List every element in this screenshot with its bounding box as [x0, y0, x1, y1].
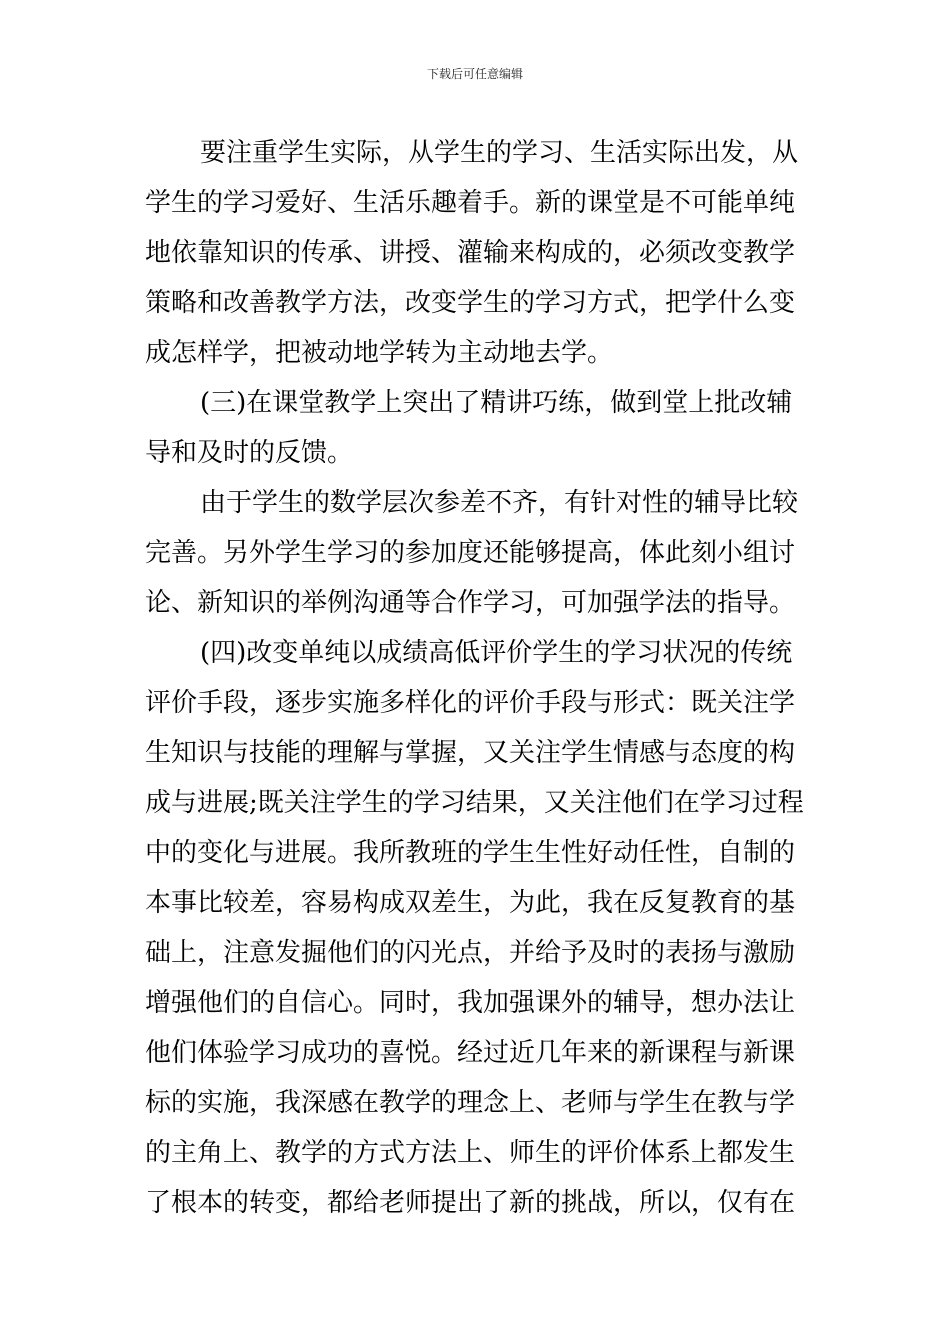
text-line: 他们体验学习成功的喜悦。经过近几年来的新课程与新课 [145, 1038, 796, 1068]
paragraph-1 [145, 128, 810, 378]
text-line: 评价手段，逐步实施多样化的评价手段与形式：既关注学 [145, 688, 796, 718]
text-line: 中的变化与进展。我所教班的学生生性好动任性，自制的 [145, 838, 796, 868]
paragraph-4 [145, 628, 810, 1228]
text-line: 生知识与技能的理解与掌握，又关注学生情感与态度的构 [145, 738, 796, 768]
text-line: 的主角上、教学的方式方法上、师生的评价体系上都发生 [145, 1138, 796, 1168]
document-body [145, 128, 810, 1228]
text-line: 增强他们的自信心。同时，我加强课外的辅导，想办法让 [145, 988, 796, 1018]
text-line: 学生的学习爱好、生活乐趣着手。新的课堂是不可能单纯 [145, 188, 796, 218]
paragraph-2 [145, 378, 810, 478]
text-line: 了根本的转变，都给老师提出了新的挑战，所以，仅有在 [145, 1188, 796, 1218]
text-line: 导和及时的反馈。 [145, 438, 354, 468]
page-header: 下载后可任意编辑 [426, 67, 523, 81]
text-line: 本事比较差，容易构成双差生，为此，我在反复教育的基 [145, 888, 796, 918]
text-line: 成怎样学，把被动地学转为主动地去学。 [145, 338, 614, 368]
text-line: 标的实施，我深感在教学的理念上、老师与学生在教与学 [145, 1088, 796, 1118]
text-line: 成与进展;既关注学生的学习结果，又关注他们在学习过程 [145, 788, 804, 818]
text-line: 础上，注意发掘他们的闪光点，并给予及时的表扬与激励 [145, 938, 796, 968]
text-line: 要注重学生实际，从学生的学习、生活实际出发，从 [200, 138, 799, 168]
text-line: (三)在课堂教学上突出了精讲巧练，做到堂上批改辅 [200, 388, 793, 418]
paragraph-3 [145, 478, 810, 628]
text-line: 完善。另外学生学习的参加度还能够提高，体此刻小组讨 [145, 538, 796, 568]
text-line: (四)改变单纯以成绩高低评价学生的学习状况的传统 [200, 638, 793, 668]
text-line: 地依靠知识的传承、讲授、灌输来构成的，必须改变教学 [145, 238, 796, 268]
text-line: 策略和改善教学方法，改变学生的学习方式，把学什么变 [145, 288, 796, 318]
text-line: 论、新知识的举例沟通等合作学习，可加强学法的指导。 [145, 588, 796, 618]
text-line: 由于学生的数学层次参差不齐，有针对性的辅导比较 [200, 488, 799, 518]
